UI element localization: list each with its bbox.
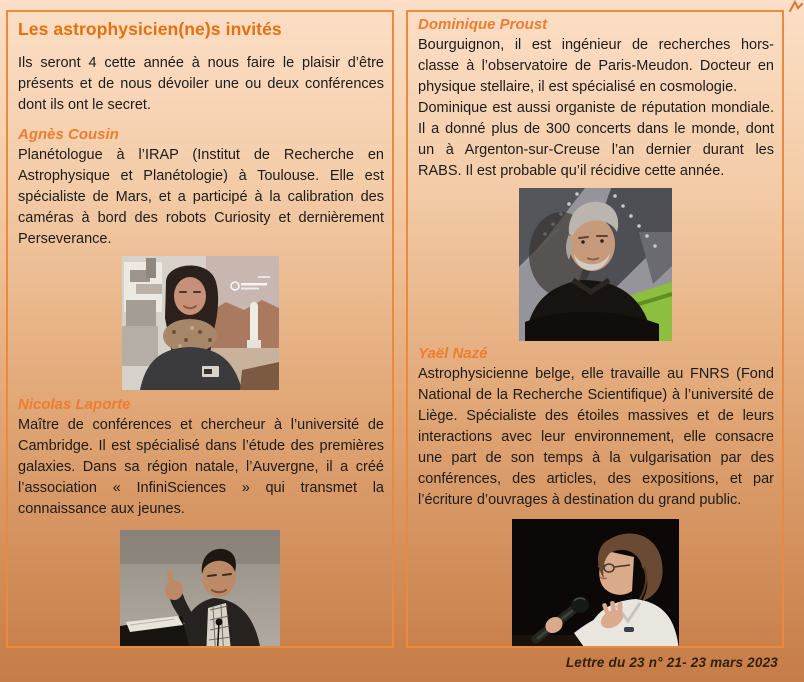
corner-pen-mark: [789, 0, 803, 14]
dominique-proust-photo-image: [519, 188, 672, 341]
yael-naze-photo-image: [512, 519, 679, 648]
person-name-yael-naze: Yaël Nazé: [418, 345, 488, 362]
intro-text: Ils seront 4 cette année à nous faire le plaisir d’être présents et de nous dévoiler une ou deux conférences dont ils ont le secret.: [18, 55, 384, 113]
person-bio2-dominique-proust: Dominique est aussi organiste de réputation mondiale. Il a donné plus de 300 concerts dans le monde, dont un à Argenton-sur-Creuse l’an dernier durant les RABS. Il est probable qu’il récidive cette année.: [418, 100, 774, 179]
person-name-agnes-cousin: Agnès Cousin: [18, 126, 119, 143]
agnes-cousin-photo-image: [122, 256, 279, 390]
person-section-nicolas-laporte: [16, 396, 384, 648]
person-bio-dominique-proust: Bourguignon, il est ingénieur de recherches hors-classe à l’observatoire de Paris-Meudon. Docteur en physique stellaire, il est spécialisé en cosmologie.: [418, 37, 774, 95]
person-bio-agnes-cousin: Planétologue à l’IRAP (Institut de Recherche en Astrophysique et Planétologie) à Toulouse. Elle est spécialiste de Mars, et a participé à la calibration des caméras à bord des robots Curiosity et dernièrement Perseverance.: [18, 147, 384, 247]
person-bio-nicolas-laporte: Maître de conférences et chercheur à l’université de Cambridge. Il est spécialisé dans l’étude des premières galaxies. Dans sa région natale, l’Auvergne, il a créé l’association « InfiniSciences » qui transmet la connaissance aux jeunes.: [18, 417, 384, 517]
dominique-proust-photo: [416, 188, 774, 341]
person-section-yael-naze: [416, 345, 774, 648]
nicolas-laporte-photo-image: [120, 530, 280, 648]
person-section-dominique-proust: [416, 16, 774, 341]
left-panel: [6, 10, 394, 648]
page-title: Les astrophysicien(ne)s invités: [18, 19, 282, 39]
footer-caption: Lettre du 23 n° 21- 23 mars 2023: [565, 655, 778, 670]
yael-naze-photo: [416, 519, 774, 648]
person-bio-yael-naze: Astrophysicienne belge, elle travaille au FNRS (Fond National de la Recherche Scientifique) à l’université de Liège. Spécialiste des étoiles massives et de leurs interactions avec leur environnement, elle consacre une part de son temps à la vulgarisation par des conférences, des articles, des expositions, et par l’écriture d’ouvrages à destination du grand public.: [418, 366, 774, 508]
person-section-agnes-cousin: [16, 126, 384, 390]
person-name-dominique-proust: Dominique Proust: [418, 16, 548, 33]
person-name-nicolas-laporte: Nicolas Laporte: [18, 396, 131, 413]
nicolas-laporte-photo: [16, 530, 384, 648]
agnes-cousin-photo: [16, 256, 384, 390]
right-panel: [406, 10, 784, 648]
